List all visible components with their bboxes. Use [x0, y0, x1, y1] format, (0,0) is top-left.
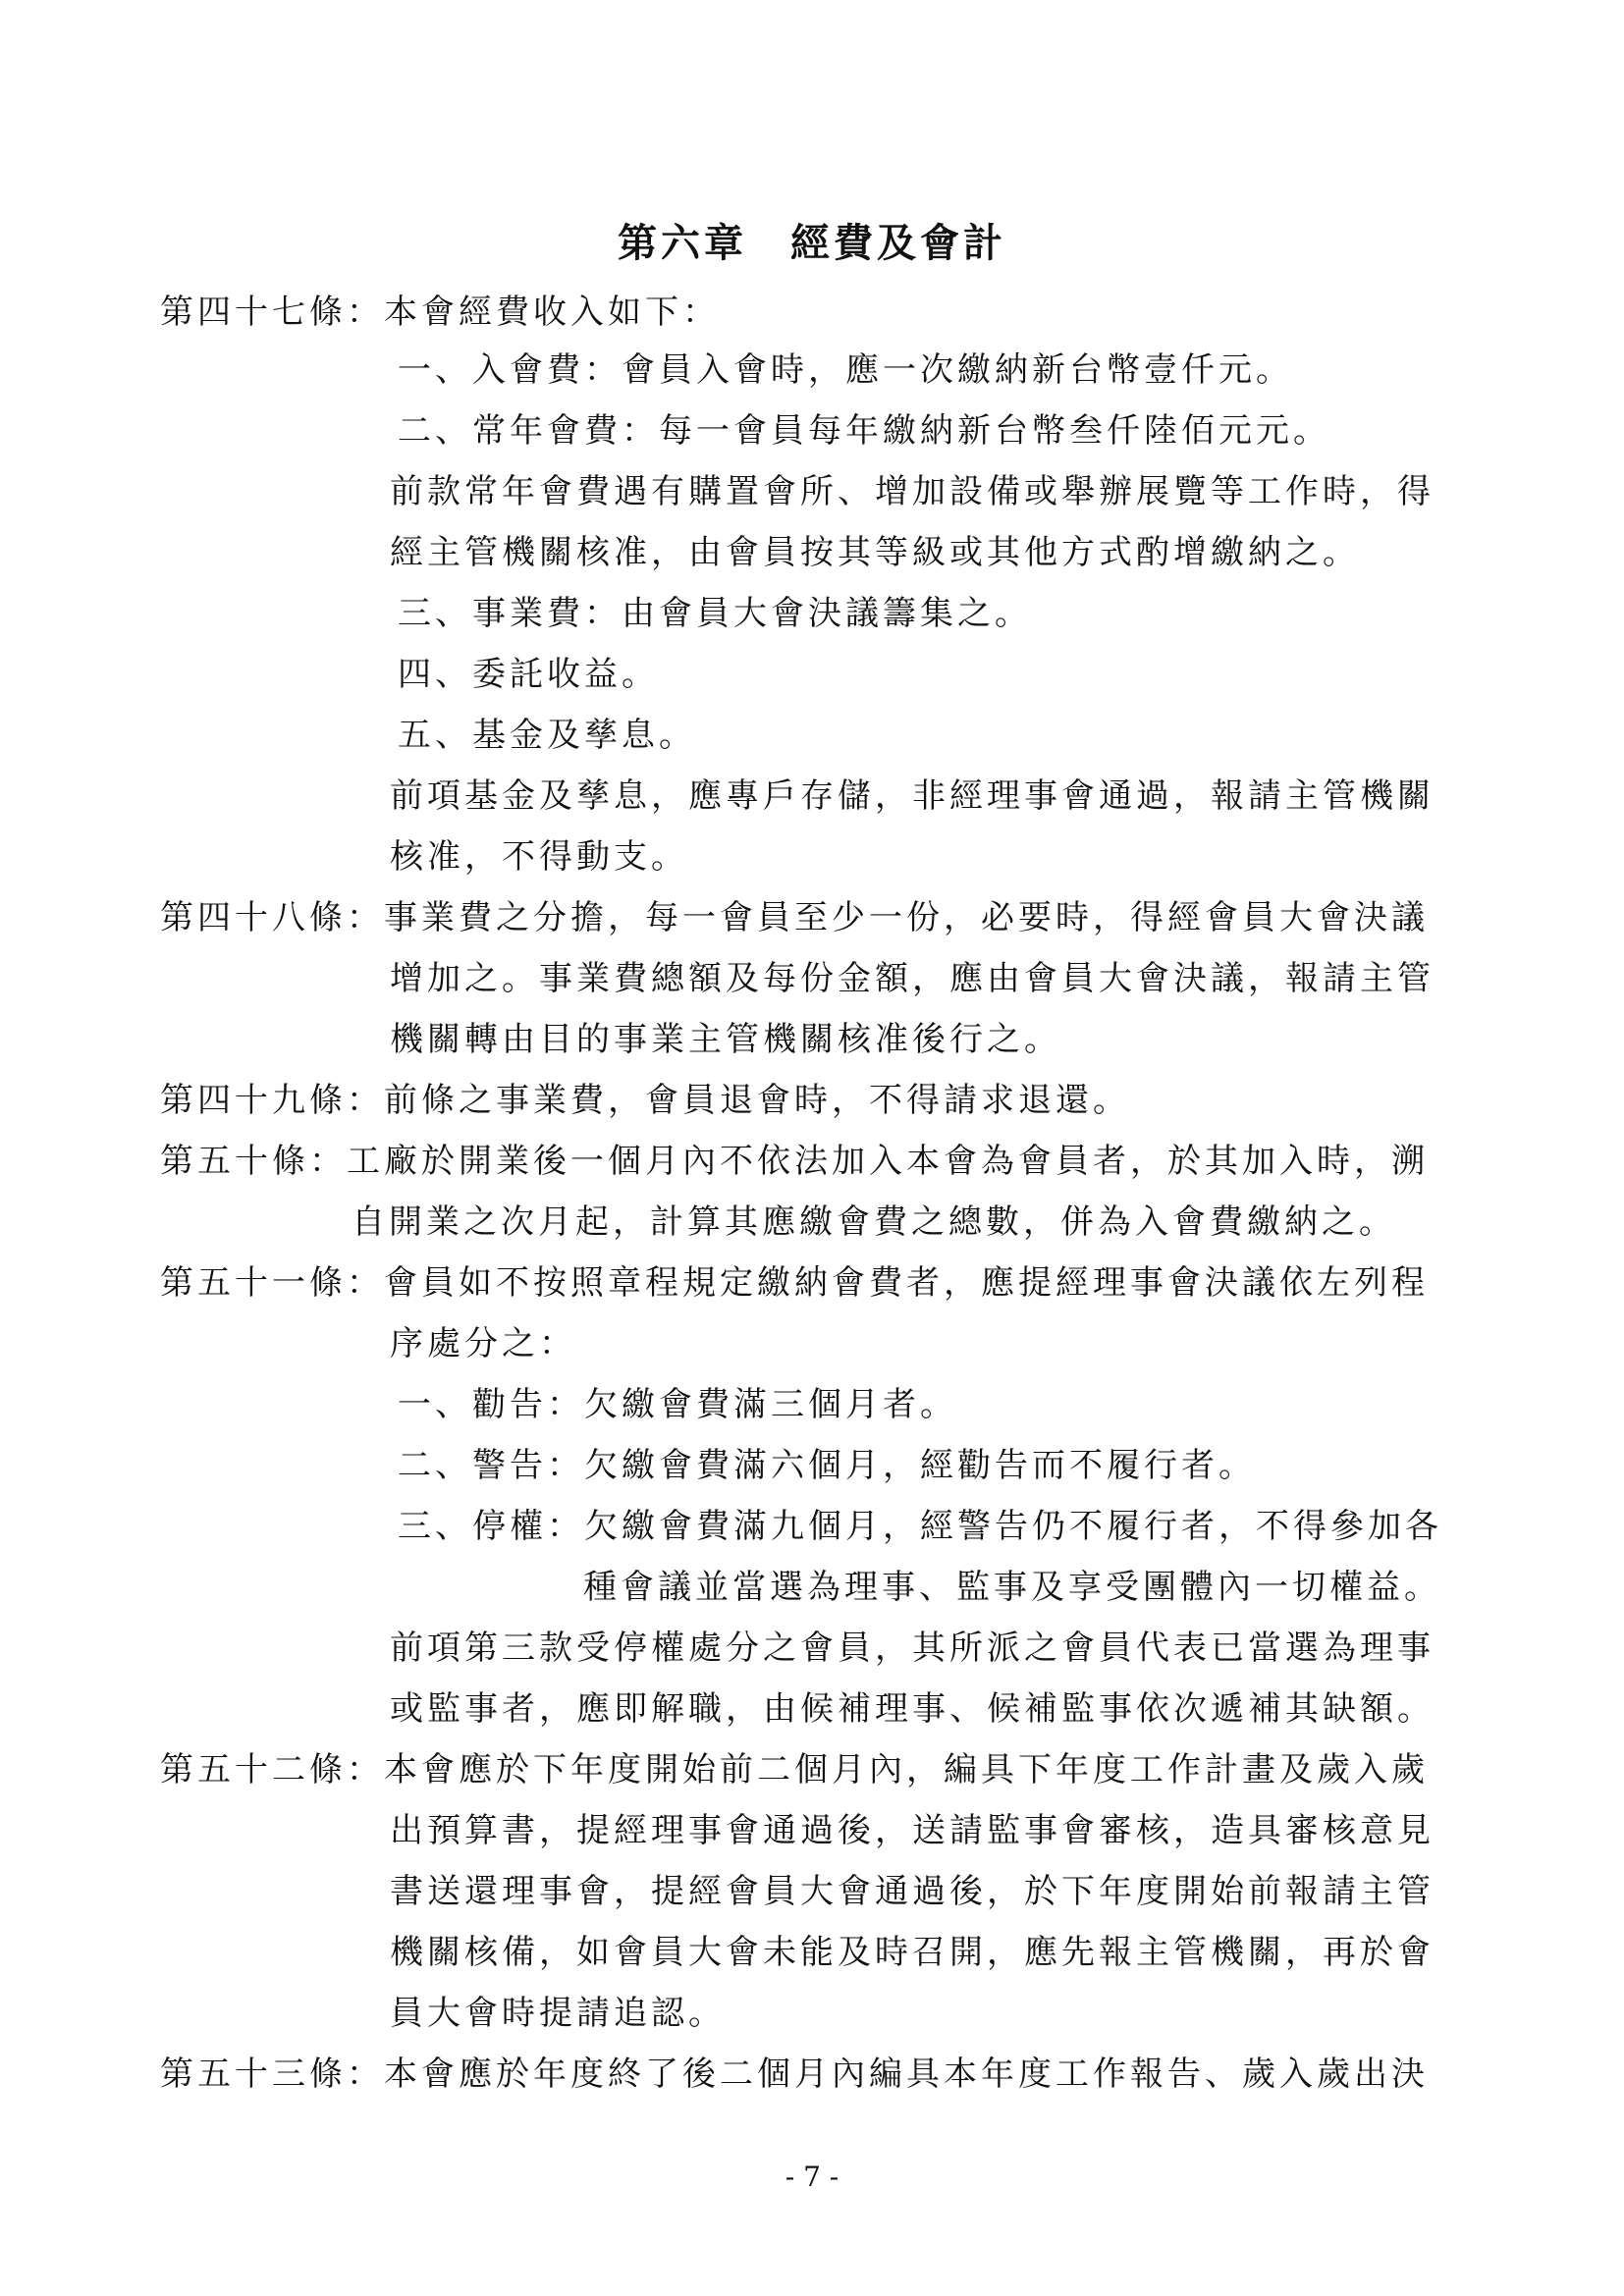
article-51-note-line-1: 前項第三款受停權處分之會員，其所派之會員代表已當選為理事: [390, 1629, 1435, 1668]
article-51-item-3-line-2: 種會議並當選為理事、監事及享受團體內一切權益。: [583, 1568, 1441, 1607]
article-48-line-2: 增加之。事業費總額及每份金額，應由會員大會決議，報請主管: [390, 959, 1435, 998]
article-49: 第四十九條：前條之事業費，會員退會時，不得請求退還。: [160, 1081, 1130, 1120]
article-47-item-2: 二、常年會費：每一會員每年繳納新台幣叁仟陸佰元元。: [398, 411, 1330, 451]
article-47-item-4: 四、委託收益。: [398, 655, 659, 694]
article-47-item-1: 一、入會費：會員入會時，應一次繳納新台幣壹仟元。: [398, 350, 1293, 390]
article-48-line-3: 機關轉由目的事業主管機關核准後行之。: [390, 1020, 1061, 1059]
article-47-item-5: 五、基金及孳息。: [398, 716, 696, 755]
article-47-fund-note-line-1: 前項基金及孳息，應專戶存儲，非經理事會通過，報請主管機關: [390, 776, 1435, 816]
article-50-line-2: 自開業之次月起，計算其應繳會費之總數，併為入會費繳納之。: [352, 1202, 1396, 1242]
article-52-line-3: 書送還理事會，提經會員大會通過後，於下年度開始前報請主管: [390, 1872, 1435, 1911]
article-52-line-1: 第五十二條：本會應於下年度開始前二個月內，編具下年度工作計畫及歲入歲: [160, 1750, 1429, 1789]
article-52-line-5: 員大會時提請追認。: [390, 1994, 726, 2033]
chapter-title: 第六章 經費及會計: [618, 220, 1006, 266]
article-53-line-1: 第五十三條：本會應於年度終了後二個月內編具本年度工作報告、歲入歲出決: [160, 2055, 1429, 2094]
article-47-fund-note-line-2: 核准，不得動支。: [390, 837, 688, 877]
article-51-line-2: 序處分之：: [390, 1324, 576, 1363]
article-51-item-3-line-1: 三、停權：欠繳會費滿九個月，經警告仍不履行者，不得參加各: [398, 1507, 1442, 1546]
article-51-note-line-2: 或監事者，應即解職，由候補理事、候補監事依次遞補其缺額。: [390, 1689, 1435, 1729]
page-number: - 7 -: [785, 2161, 839, 2193]
article-50-line-1: 第五十條：工廠於開業後一個月內不依法加入本會為會員者，於其加入時，溯: [160, 1142, 1429, 1181]
article-51-item-1: 一、勸告：欠繳會費滿三個月者。: [398, 1385, 957, 1424]
article-48-line-1: 第四十八條：事業費之分擔，每一會員至少一份，必要時，得經會員大會決議: [160, 898, 1429, 937]
article-47-note-line-1: 前款常年會費遇有購置會所、增加設備或舉辦展覽等工作時，得: [390, 472, 1435, 511]
article-51-line-1: 第五十一條：會員如不按照章程規定繳納會費者，應提經理事會決議依左列程: [160, 1263, 1429, 1303]
article-52-line-4: 機關核備，如會員大會未能及時召開，應先報主管機關，再於會: [390, 1933, 1435, 1972]
article-47-note-line-2: 經主管機關核准，由會員按其等級或其他方式酌增繳納之。: [390, 533, 1360, 572]
article-51-item-2: 二、警告：欠繳會費滿六個月，經勸告而不履行者。: [398, 1446, 1256, 1485]
article-47-item-3: 三、事業費：由會員大會決議籌集之。: [398, 594, 1032, 633]
article-52-line-2: 出預算書，提經理事會通過後，送請監事會審核，造具審核意見: [390, 1811, 1435, 1850]
article-47-heading: 第四十七條：本會經費收入如下：: [160, 293, 720, 332]
